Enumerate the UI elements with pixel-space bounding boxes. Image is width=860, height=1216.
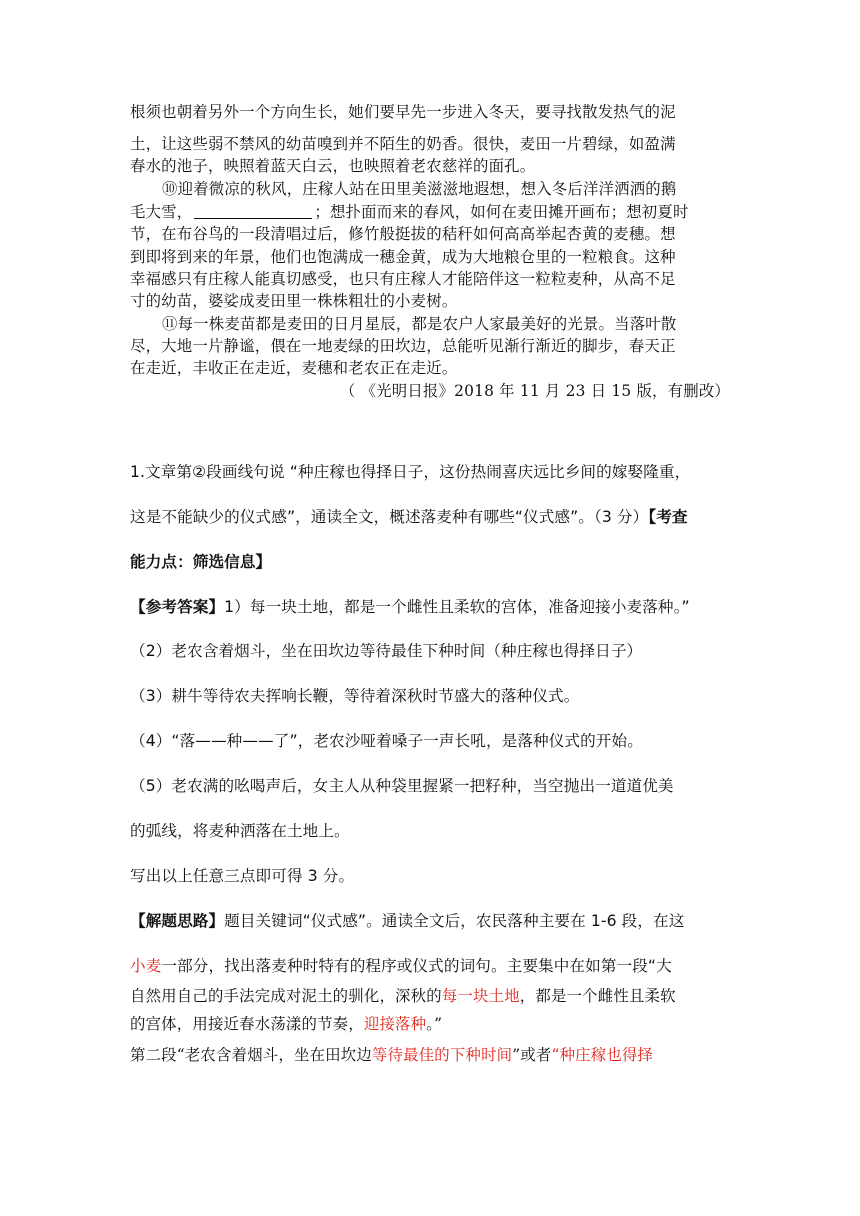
analysis-line2	[130, 955, 730, 978]
analysis-line3-a: 自然用自己的手法完成对泥土的驯化，深秋的	[130, 987, 442, 1005]
analysis-highlight-land: 每一块土地	[441, 987, 520, 1005]
answer-scoring: 写出以上任意三点即可得 3 分。	[130, 867, 355, 885]
analysis-line5	[130, 1044, 730, 1066]
analysis-line1-text: 题目关键词“仪式感”。通读全文后，农民落种主要在 1-6 段，在这	[224, 912, 685, 930]
answer-item3: （3）耕牛等待农夫挥响长鞭，等待着深秋时节盛大的落种仪式。	[130, 687, 580, 705]
answer-item2: （2）老农含着烟斗，坐在田坎边等待最佳下种时间（种庄稼也得择日子）	[130, 642, 643, 660]
analysis-line5-b: ”或者	[512, 1046, 552, 1064]
analysis-highlight-wait-time: 等待最佳的下种时间	[371, 1046, 513, 1064]
passage-p10-line2-before: 毛大雪，	[130, 203, 193, 221]
passage-p11-line1: ⑪每一株麦苗都是麦田的日月星辰，都是农户人家最美好的光景。当落叶散	[162, 315, 677, 333]
answer-item5-line1: （5）老农满的吆喝声后，女主人从种袋里握紧一把籽种，当空抛出一道道优美	[130, 777, 674, 795]
passage-p11-line2: 尽，大地一片静谧，偎在一地麦绿的田坎边，总能听见渐行渐近的脚步，春天正	[130, 337, 676, 355]
passage-p11-line3: 在走近，丰收正在走近，麦穗和老农正在走近。	[130, 359, 458, 377]
passage-p10-line5: 幸福感只有庄稼人能真切感受，也只有庄稼人才能陪伴这一粒粒麦种，从高不足	[130, 270, 676, 288]
passage-p9-line2: 土，让这些弱不禁风的幼苗嗅到并不陌生的奶香。很快，麦田一片碧绿，如盈满	[130, 135, 676, 153]
analysis-line5-a: 第二段“老农含着烟斗，坐在田坎边	[130, 1046, 372, 1064]
analysis-highlight-choose-day: “种庄稼也得择	[551, 1046, 654, 1064]
passage-p9-line1: 根须也朝着另外一个方向生长，她们要早先一步进入冬天，要寻找散发热气的泥	[130, 103, 676, 121]
analysis-line4-a: 的宫体，用接近春水荡漾的节奏，	[130, 1015, 364, 1033]
analysis-line4	[130, 1013, 730, 1035]
analysis-line1	[130, 910, 730, 932]
passage-source: （ 《光明日报》2018 年 11 月 23 日 15 版，有删改）	[339, 382, 730, 400]
question-ability-label: 【考查	[648, 508, 688, 526]
analysis-line3	[130, 985, 730, 1007]
answer-item5-line2: 的弧线，将麦种洒落在土地上。	[130, 822, 350, 840]
passage-p10-line4: 到即将到来的年景，他们也饱满成一穗金黄，成为大地粮仓里的一粒粮食。这种	[130, 248, 676, 266]
analysis-highlight-wheat: 小麦	[130, 957, 162, 975]
question-line1: 1.文章第②段画线句说 “种庄稼也得择日子，这份热闹喜庆远比乡间的嫁娶隆重，	[130, 463, 691, 481]
passage-p10-line2	[130, 201, 730, 223]
analysis-highlight-sowing: 迎接落种	[363, 1015, 427, 1033]
answer-item1	[130, 596, 730, 618]
passage-p10-line6: 寸的幼苗，婆娑成麦田里一株株粗壮的小麦树。	[130, 292, 458, 310]
fill-in-blank	[194, 217, 312, 219]
passage-p9-line3: 春水的池子，映照着蓝天白云，也映照着老农慈祥的面孔。	[130, 157, 536, 175]
analysis-line2-text: 一部分，找出落麦种时特有的程序或仪式的词句。主要集中在如第一段“大	[161, 957, 672, 975]
answer-label: 【参考答案】	[130, 598, 225, 616]
question-line2-main: 这是不能缺少的仪式感”，通读全文，概述落麦种有哪些“仪式感”。（3 分）	[130, 508, 649, 526]
passage-p10-line2-after: ；想扑面而来的春风，如何在麦田摊开画布；想初夏时	[314, 203, 689, 221]
answer-item4: （4）“落——种——了”，老农沙哑着嗓子一声长吼，是落种仪式的开始。	[130, 732, 643, 750]
question-line2	[130, 506, 730, 528]
answer-item1-text: 1）每一块土地，都是一个雌性且柔软的宫体，准备迎接小麦落种。”	[224, 598, 690, 616]
analysis-label: 【解题思路】	[130, 912, 225, 930]
question-line3: 能力点：筛选信息】	[130, 553, 272, 571]
analysis-line4-b: 。”	[426, 1015, 443, 1033]
analysis-line3-b: ，都是一个雌性且柔软	[519, 987, 676, 1005]
passage-p10-line1: ⑩迎着微凉的秋风，庄稼人站在田里美滋滋地遐想，想入冬后洋洋洒洒的鹅	[162, 180, 677, 198]
passage-p10-line3: 节，在布谷鸟的一段清唱过后，修竹般挺拔的秸秆如何高高举起杏黄的麦穗。想	[130, 225, 676, 243]
